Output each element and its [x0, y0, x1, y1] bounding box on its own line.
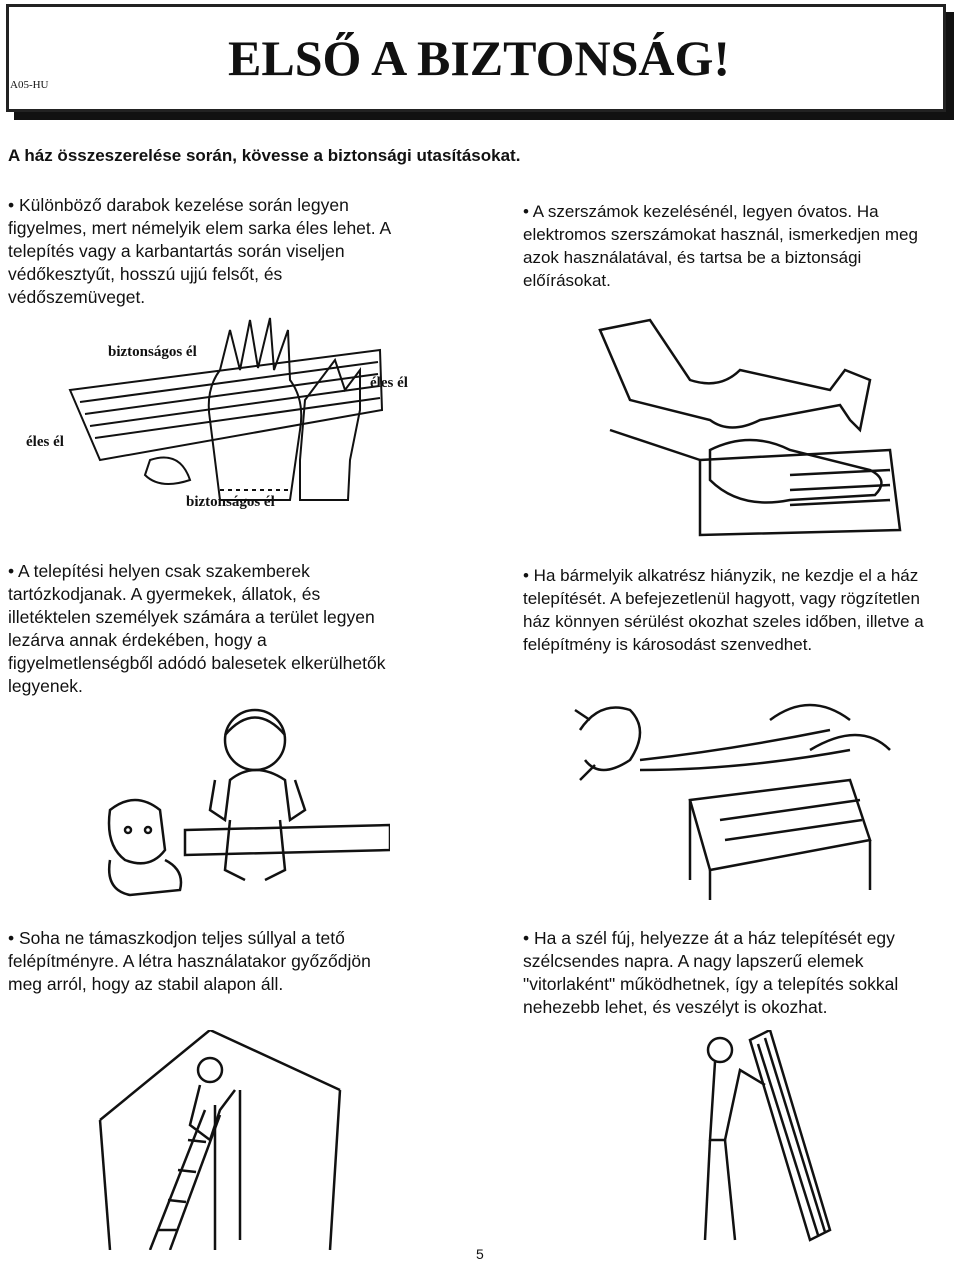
wind-paragraph: • Ha a szél fúj, helyezze át a ház telepítését egy szélcsendes napra. A nagy lapszerű elemek "vitorlaként" működhetnek, így a telepítés sokkal nehezebb lehet, és veszélyt is okozhat. [523, 928, 899, 1017]
page-title: ELSŐ A BIZTONSÁG! [228, 30, 731, 86]
tools-paragraph: • A szerszámok kezelésénél, legyen óvatos. Ha elektromos szerszámokat használ, ismerkedjen meg azok használatával, és tartsa be a biztonsági előírásokat. [523, 202, 918, 290]
page-number: 5 [476, 1246, 484, 1262]
missing-parts-paragraph: • Ha bármelyik alkatrész hiányzik, ne kezdje el a ház telepítését. A befejezetlenül hagyott, vagy rögzítetlen ház könnyen sérülést okozhat szeles időben, illetve a felépítmény is károsodást szenvedhet. [523, 566, 924, 654]
label-sharp-edge-left: éles él [26, 434, 64, 450]
hammer-illustration [590, 310, 910, 540]
panel-carry-illustration [690, 1030, 890, 1250]
label-sharp-edge-right: éles él [370, 375, 408, 391]
label-safe-edge-top: biztonságos él [108, 344, 197, 360]
document-code: A05-HU [10, 79, 49, 91]
label-safe-edge-bottom: biztonságos él [186, 494, 275, 510]
child-dog-illustration [90, 700, 390, 910]
gloves-paragraph: • Különböző darabok kezelése során legyen figyelmes, mert némelyik elem sarka éles lehet. A telepítés vagy a karbantartás során viseljen védőkesztyűt, hosszú ujjú felsőt, és védőszemüveget. [8, 195, 391, 307]
gloves-panel-illustration [60, 310, 400, 510]
wind-illustration [570, 690, 910, 900]
intro-text: A ház összeszerelése során, kövesse a biztonsági utasításokat. [8, 146, 521, 165]
children-paragraph: • A telepítési helyen csak szakemberek tartózkodjanak. A gyermekek, állatok, és illetéktelen személyek számára a terület legyen lezárva annak érdekében, hogy a figyelmetlenségből adódó balesetek elkerülhetők legyenek. [8, 561, 386, 696]
ladder-illustration [90, 1030, 350, 1250]
ladder-paragraph: • Soha ne támaszkodjon teljes súllyal a tető felépítményre. A létra használatakor győződjön meg arról, hogy az stabil alapon áll. [8, 928, 371, 994]
